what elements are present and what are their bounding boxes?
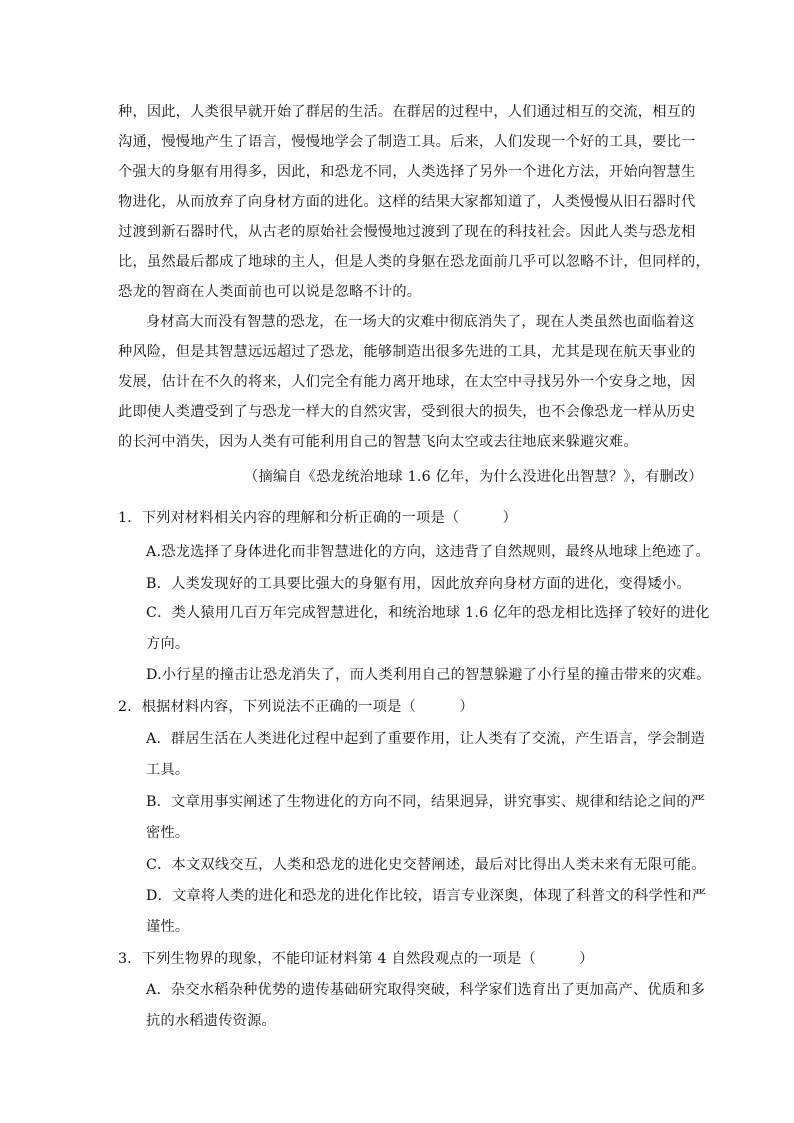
question-stem: 1．下列对材料相关内容的理解和分析正确的一项是（ ） xyxy=(118,510,518,526)
option-c: C．本文双线交互，人类和恐龙的进化史交替阐述，最后对比得出人类未来有无限可能。 xyxy=(146,857,706,873)
option-a-continued: 工具。 xyxy=(146,762,190,778)
option-d: D．文章将人类的进化和恐龙的进化作比较，语言专业深奥，体现了科普文的科学性和严 xyxy=(146,888,707,904)
option-d: D.小行星的撞击让恐龙消失了，而人类利用自己的智慧躲避了小行星的撞击带来的灾难。 xyxy=(146,667,711,683)
passage-line: 沟通，慢慢地产生了语言，慢慢地学会了制造工具。后来，人们发现一个好的工具，要比一 xyxy=(118,134,696,150)
option-c: C．类人猿用几百万年完成智慧进化，和统治地球 1.6 亿年的恐龙相比选择了较好的进化 xyxy=(146,605,710,621)
option-a: A．群居生活在人类进化过程中起到了重要作用，让人类有了交流，产生语言，学会制造 xyxy=(146,731,706,747)
option-c-continued: 方向。 xyxy=(146,636,190,652)
passage-line: 个强大的身躯有用得多，因此，和恐龙不同，人类选择了另外一个进化方法，开始向智慧生 xyxy=(118,164,696,180)
option-d-continued: 谨性。 xyxy=(146,919,190,935)
passage-line: 物进化，从而放弃了向身材方面的进化。这样的结果大家都知道了，人类慢慢从旧石器时代 xyxy=(118,194,696,210)
passage-line: 恐龙的智商在人类面前也可以说是忽略不计的。 xyxy=(118,284,422,300)
passage-line: 的长河中消失，因为人类有可能利用自己的智慧飞向太空或去往地底来躲避灾难。 xyxy=(118,434,638,450)
option-b: B．人类发现好的工具要比强大的身躯有用，因此放弃向身材方面的进化，变得矮小。 xyxy=(146,576,691,592)
passage-source: （摘编自《恐龙统治地球 1.6 亿年，为什么没进化出智慧？》，有删改） xyxy=(244,469,703,485)
passage-line: 种风险，但是其智慧远远超过了恐龙，能够制造出很多先进的工具，尤其是现在航天事业的 xyxy=(118,344,696,360)
question-stem: 2．根据材料内容，下列说法不正确的一项是（ ） xyxy=(118,699,474,715)
passage-line: 种，因此，人类很早就开始了群居的生活。在群居的过程中，人们通过相互的交流，相互的 xyxy=(118,104,696,120)
option-a-continued: 抗的水稻遗传资源。 xyxy=(146,1013,276,1029)
option-b-continued: 密性。 xyxy=(146,825,190,841)
passage-line: 此即使人类遭受到了与恐龙一样大的自然灾害，受到很大的损失，也不会像恐龙一样从历史 xyxy=(118,404,696,420)
option-a: A．杂交水稻杂种优势的遗传基础研究取得突破，科学家们选育出了更加高产、优质和多 xyxy=(146,982,706,998)
question-stem: 3．下列生物界的现象，不能印证材料第 4 自然段观点的一项是（ ） xyxy=(118,951,594,967)
option-b: B．文章用事实阐述了生物进化的方向不同，结果迥异，讲究事实、规律和结论之间的严 xyxy=(146,794,706,810)
passage-line: 过渡到新石器时代，从古老的原始社会慢慢地过渡到了现在的科技社会。因此人类与恐龙相 xyxy=(118,224,696,240)
option-a: A.恐龙选择了身体进化而非智慧进化的方向，这违背了自然规则，最终从地球上绝迹了。 xyxy=(146,544,710,560)
passage-line: 比，虽然最后都成了地球的主人，但是人类的身躯在恐龙面前几乎可以忽略不计，但同样的， xyxy=(118,254,710,270)
passage-line: 身材高大而没有智慧的恐龙，在一场大的灾难中彻底消失了，现在人类虽然也面临着这 xyxy=(146,314,695,330)
passage-line: 发展，估计在不久的将来，人们完全有能力离开地球，在太空中寻找另外一个安身之地，因 xyxy=(118,374,696,390)
